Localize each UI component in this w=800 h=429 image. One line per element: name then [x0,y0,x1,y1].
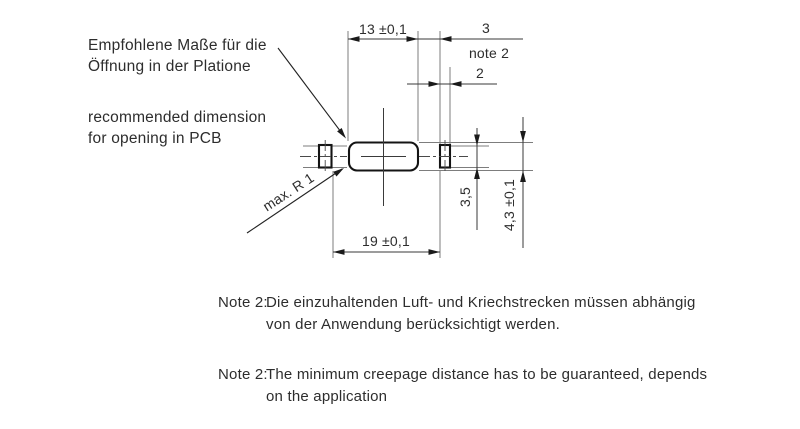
note-de-line2: von der Anwendung berücksichtigt werden. [266,316,561,333]
note-de-label: Note 2: [218,294,268,311]
label-en-line2: for opening in PCB [88,130,222,147]
note-en-line1: The minimum creepage distance has to be guaranteed, depends [266,366,708,383]
label-en-line1: recommended dimension [88,109,267,126]
extension-lines [303,31,533,258]
max-radius-label: max. R 1 [259,169,317,215]
note-en [218,366,707,405]
note-en-label: Note 2: [218,366,268,383]
dim-creepage-gap-note: note 2 [468,45,510,61]
dim-slot-length: 13 ±0,1 [358,21,408,37]
note-de-line1: Die einzuhaltenden Luft- und Kriechstrecken müssen abhängig [266,294,696,311]
dim-slot-height: 4,3 ±0,1 [501,178,517,232]
dim-side-hole-width: 2 [476,65,484,81]
label-de-line2: Öffnung in der Platione [88,58,251,75]
dim-creepage-gap: 3 [482,20,490,36]
note-en-line2: on the application [266,388,388,405]
dim-side-hole-height: 3,5 [457,186,473,208]
label-de-line1: Empfohlene Maße für die [88,37,267,54]
note-de [218,294,696,333]
dim-overall-length: 19 ±0,1 [361,233,411,249]
